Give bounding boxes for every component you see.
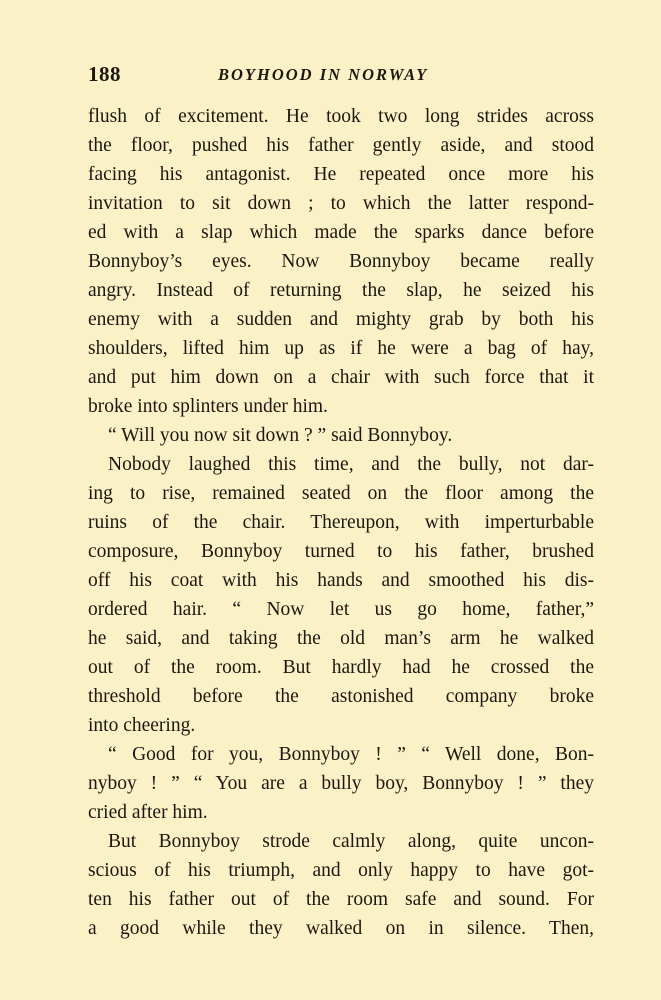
text-line: cried after him.: [88, 802, 208, 823]
text-line: scious of his triumph, and only happy to have got-: [88, 860, 594, 881]
text-line: ordered hair. “ Now let us go home, father,”: [88, 599, 594, 620]
page-header: [88, 58, 594, 90]
text-line: nyboy ! ” “ You are a bully boy, Bonnyboy ! ” they: [88, 773, 594, 794]
text-line: ten his father out of the room safe and sound. For: [88, 889, 594, 910]
text-line: broke into splinters under him.: [88, 396, 328, 417]
text-line: composure, Bonnyboy turned to his father, brushed: [88, 541, 594, 562]
text-line: and put him down on a chair with such force that it: [88, 367, 594, 388]
text-line: Bonnyboy’s eyes. Now Bonnyboy became really: [88, 251, 594, 272]
body-text: [88, 102, 594, 943]
running-head: BOYHOOD IN NORWAY: [218, 65, 429, 84]
text-line: “ Will you now sit down ? ” said Bonnyboy.: [108, 425, 453, 446]
text-line: flush of excitement. He took two long strides across: [88, 106, 594, 127]
text-line: into cheering.: [88, 715, 196, 736]
text-line: facing his antagonist. He repeated once more his: [88, 164, 594, 185]
text-line: a good while they walked on in silence. Then,: [88, 918, 594, 939]
text-line: But Bonnyboy strode calmly along, quite uncon-: [108, 831, 594, 852]
text-line: shoulders, lifted him up as if he were a bag of hay,: [88, 338, 594, 359]
text-line: he said, and taking the old man’s arm he walked: [88, 628, 594, 649]
text-line: “ Good for you, Bonnyboy ! ” “ Well done, Bon-: [108, 744, 594, 765]
text-line: ruins of the chair. Thereupon, with imperturbable: [88, 512, 594, 533]
text-line: enemy with a sudden and mighty grab by both his: [88, 309, 594, 330]
text-line: out of the room. But hardly had he crossed the: [88, 657, 594, 678]
text-line: threshold before the astonished company broke: [88, 686, 594, 707]
text-line: the floor, pushed his father gently aside, and stood: [88, 135, 594, 156]
text-line: off his coat with his hands and smoothed his dis-: [88, 570, 594, 591]
text-line: ed with a slap which made the sparks dance before: [88, 222, 594, 243]
page-number: 188: [88, 62, 121, 86]
text-line: Nobody laughed this time, and the bully, not dar-: [108, 454, 594, 475]
text-line: ing to rise, remained seated on the floor among the: [88, 483, 594, 504]
text-line: invitation to sit down ; to which the latter respond-: [88, 193, 594, 214]
text-line: angry. Instead of returning the slap, he seized his: [88, 280, 594, 301]
